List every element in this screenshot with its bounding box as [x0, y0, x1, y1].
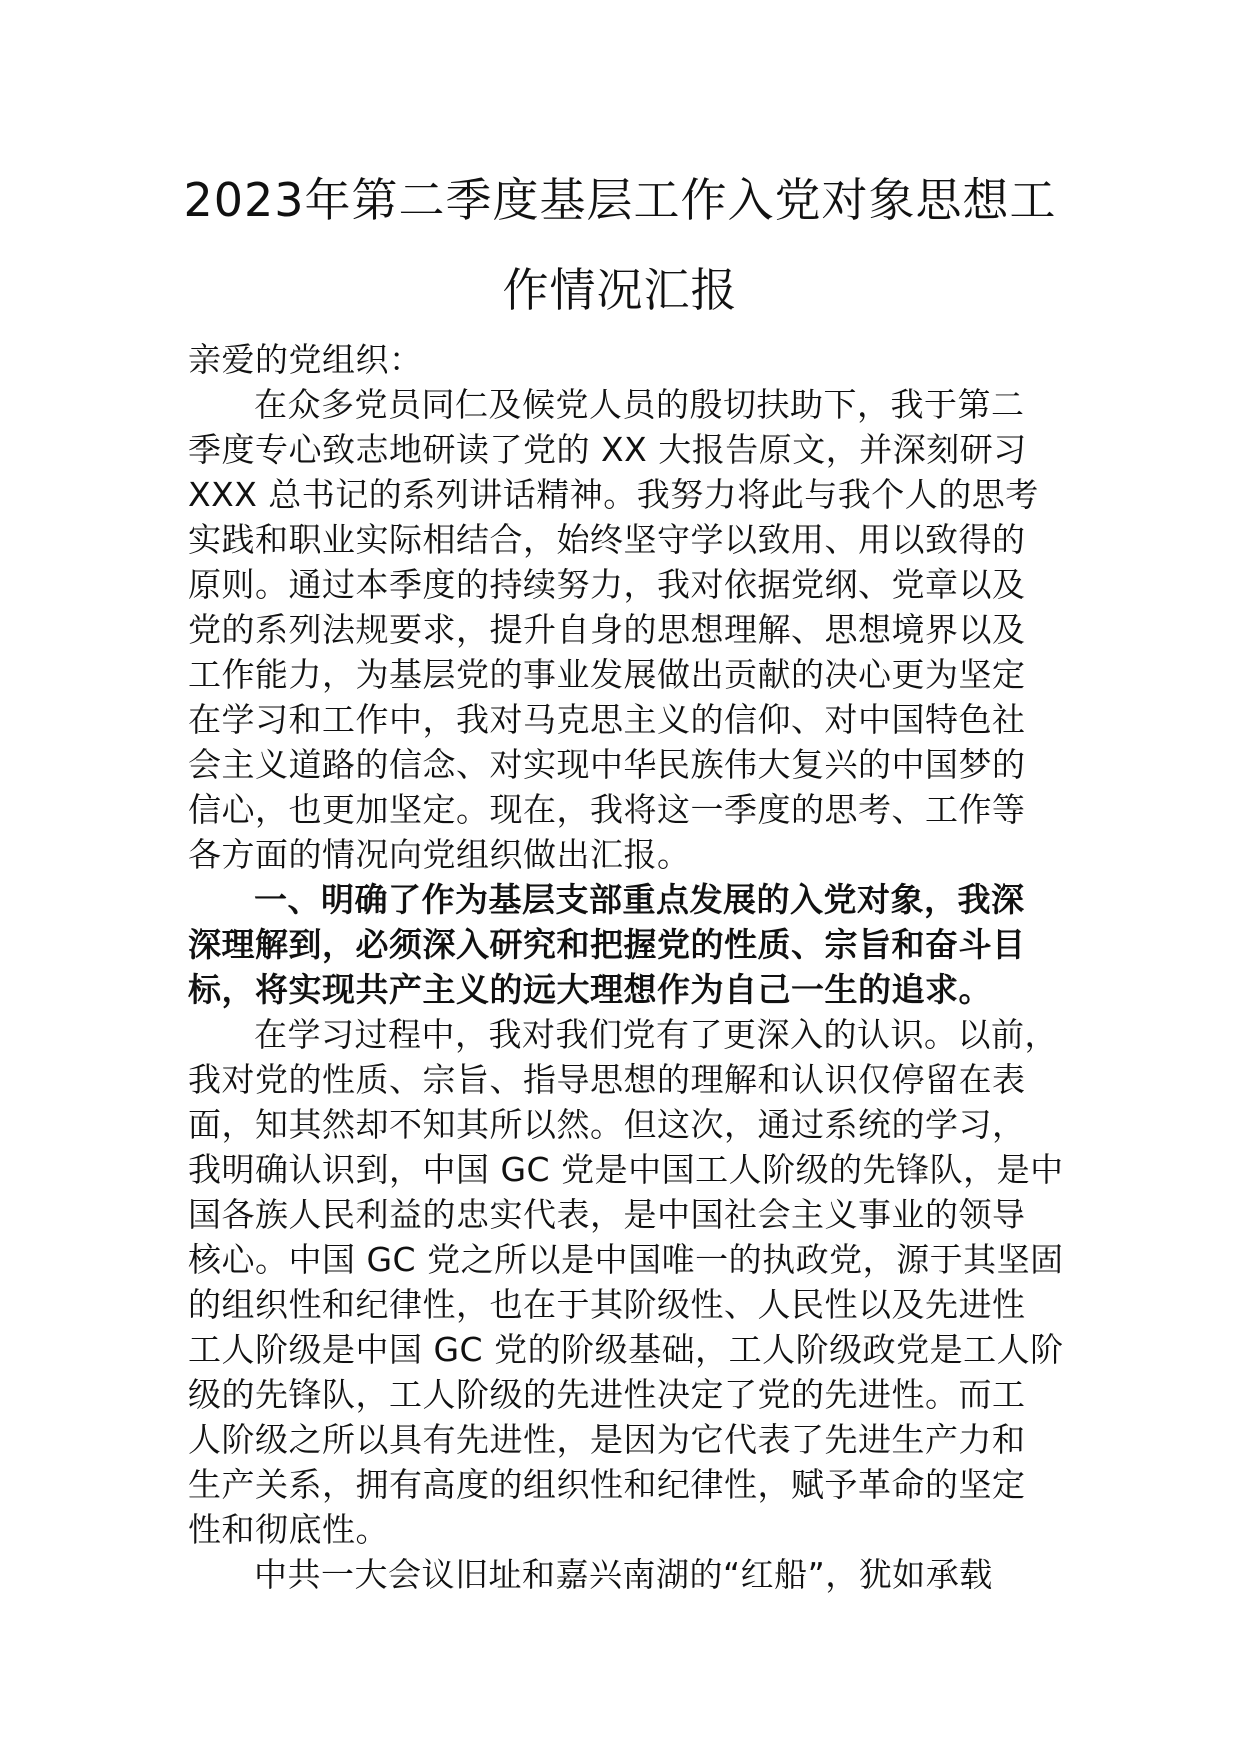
- body-line: 核心。中国 GC 党之所以是中国唯一的执政党，源于其坚固: [188, 1240, 1064, 1279]
- body-line: 在学习过程中，我对我们党有了更深入的认识。以前，: [254, 1015, 1058, 1054]
- body-line: 性和彻底性。: [188, 1510, 389, 1549]
- body-line: 在众多党员同仁及候党人员的殷切扶助下，我于第二: [254, 385, 1025, 424]
- document-title-line-2: 作情况汇报: [502, 263, 738, 317]
- body-line: 生产关系，拥有高度的组织性和纪律性，赋予革命的坚定: [188, 1465, 1026, 1504]
- body-line: 季度专心致志地研读了党的 XX 大报告原文，并深刻研习: [188, 430, 1027, 469]
- section-heading-line: 一、明确了作为基层支部重点发展的入党对象，我深: [254, 880, 1025, 919]
- body-line: 工人阶级是中国 GC 党的阶级基础，工人阶级政党是工人阶: [188, 1330, 1064, 1369]
- body-line: 在学习和工作中，我对马克思主义的信仰、对中国特色社: [188, 700, 1026, 739]
- section-heading-line: 深理解到，必须深入研究和把握党的性质、宗旨和奋斗目: [188, 925, 1026, 964]
- body-line: 中共一大会议旧址和嘉兴南湖的“红船”，犹如承载: [254, 1555, 993, 1594]
- body-line: 工作能力，为基层党的事业发展做出贡献的决心更为坚定: [188, 655, 1026, 694]
- body-line: 国各族人民利益的忠实代表，是中国社会主义事业的领导: [188, 1195, 1026, 1234]
- body-line: 原则。通过本季度的持续努力，我对依据党纲、党章以及: [188, 565, 1026, 604]
- body-line: 的组织性和纪律性，也在于其阶级性、人民性以及先进性: [188, 1285, 1026, 1324]
- body-line: 信心，也更加坚定。现在，我将这一季度的思考、工作等: [188, 790, 1026, 829]
- body-line: 各方面的情况向党组织做出汇报。: [188, 835, 691, 874]
- body-line: 我明确认识到，中国 GC 党是中国工人阶级的先锋队，是中: [188, 1150, 1064, 1189]
- body-line: 级的先锋队，工人阶级的先进性决定了党的先进性。而工: [188, 1375, 1026, 1414]
- salutation: 亲爱的党组织：: [188, 340, 423, 379]
- document-title-line-1: 2023年第二季度基层工作入党对象思想工: [183, 173, 1057, 227]
- body-line: 我对党的性质、宗旨、指导思想的理解和认识仅停留在表: [188, 1060, 1026, 1099]
- body-line: 党的系列法规要求，提升自身的思想理解、思想境界以及: [188, 610, 1026, 649]
- body-line: 人阶级之所以具有先进性，是因为它代表了先进生产力和: [188, 1420, 1026, 1459]
- document-body: [188, 337, 1078, 1597]
- body-line: 实践和职业实际相结合，始终坚守学以致用、用以致得的: [188, 520, 1026, 559]
- body-line: 面，知其然却不知其所以然。但这次，通过系统的学习，: [188, 1105, 1026, 1144]
- section-heading-line: 标，将实现共产主义的远大理想作为自己一生的追求。: [188, 970, 992, 1009]
- body-line: XXX 总书记的系列讲话精神。我努力将此与我个人的思考: [188, 475, 1039, 514]
- body-line: 会主义道路的信念、对实现中华民族伟大复兴的中国梦的: [188, 745, 1026, 784]
